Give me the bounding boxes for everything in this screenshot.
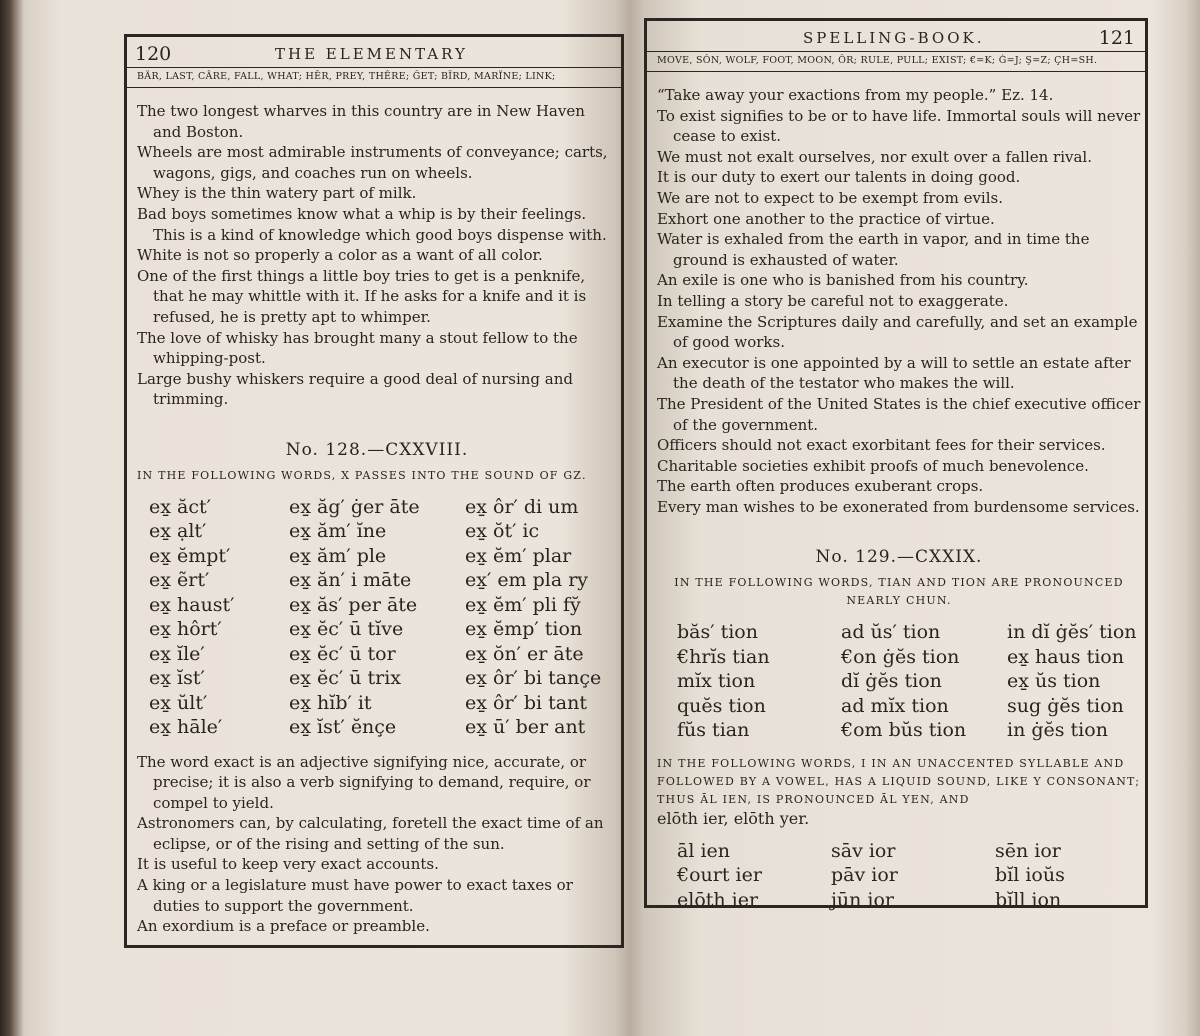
paragraphs-top [137, 101, 617, 410]
spelling-word: ex̱ ôr′ di um [465, 495, 579, 518]
spelling-word: ex̱ ĕm′ pli fy̆ [465, 593, 581, 616]
paragraph: We are not to expect to be exempt from evils. [657, 188, 1003, 207]
spelling-word: ex̱ ŭs tion [1007, 670, 1101, 693]
spelling-word: €ourt ier [677, 864, 762, 887]
spelling-word: ex̱ ôr′ bi tant [465, 691, 587, 714]
paragraph: Water is exhaled from the earth in vapor, and in time the ground is exhausted of water. [657, 230, 1090, 269]
section-note: IN THE FOLLOWING WORDS, X PASSES INTO THE SOUND OF GZ. [137, 468, 587, 482]
spelling-word: ex̱ ẽrt′ [149, 569, 210, 591]
paragraph: Whey is the thin watery part of milk. [137, 184, 417, 203]
paragraph: A king or a legislature must have power to exact taxes or duties to support the government. [137, 876, 573, 915]
spelling-word: ex̱ ĕc′ ū trix [289, 667, 402, 689]
spelling-word: ex̱ ŏn′ er āte [465, 642, 584, 665]
paragraph: We must not exalt ourselves, nor exult over a fallen rival. [657, 147, 1092, 166]
right-page-header [647, 21, 1145, 52]
spelling-word: băs′ tion [677, 621, 758, 644]
left-page-body [137, 101, 617, 937]
section-note-2: IN THE FOLLOWING WORDS, I IN AN UNACCENTED SYLLABLE AND FOLLOWED BY A VOWEL, HAS A LIQUID SOUND, LIKE Y CONSONANT; THUS ĀL IEN, IS PRONOUNCED ĀL YEN, AND [657, 756, 1141, 806]
paragraph: Exhort one another to the practice of virtue. [657, 209, 995, 228]
spelling-word: €hrĭs tian [677, 645, 770, 668]
spelling-word: bĭl ioŭs [995, 864, 1065, 887]
spelling-word: ex̱ ăg′ ġer āte [289, 495, 420, 518]
spelling-word: sug ġĕs tion [1007, 694, 1124, 717]
pronunciation-key: MOVE, SÔN, WOLF, FOOT, MOON, ÔR; RULE, PULL; EXIST; €=K; Ġ=J; Ş=Z; ÇH=SH. [647, 52, 1145, 72]
spelling-word: quĕs tion [677, 694, 766, 717]
spelling-word: ex̱ ū′ ber ant [465, 716, 586, 738]
section-note-2-tail: elōth ier, elōth yer. [657, 808, 810, 828]
spelling-word: ex̱ ôr′ bi tançe [465, 667, 602, 689]
spelling-word: bĭll ion [995, 888, 1062, 911]
spelling-word: ex̱ ăct′ [149, 495, 211, 518]
spelling-word: dĭ ġĕs tion [841, 670, 942, 693]
pronunciation-key: BÄR, LAST, CÂRE, FALL, WHAT; HĒR, PREY, THÊRE; ĜET; BĪRD, MARÏNE; LINK; [127, 68, 621, 88]
word-list [137, 495, 617, 740]
running-title: SPELLING-BOOK. [803, 29, 985, 47]
section-title: No. 129.—CXXIX. [815, 547, 983, 568]
paragraphs-bottom [137, 752, 617, 937]
paragraph: Officers should not exact exorbitant fees for their services. [657, 436, 1106, 455]
paragraph: An exile is one who is banished from his country. [657, 271, 1029, 290]
spelling-word: ex̱ ĕc′ ū tĭve [289, 618, 404, 640]
spelling-word: €om bŭs tion [841, 719, 967, 742]
spelling-word: ex̱ ŭlt′ [149, 691, 208, 714]
paragraph: Bad boys sometimes know what a whip is by their feelings. This is a kind of knowledge which good boys dispense with. [137, 204, 607, 244]
spelling-word: ad mĭx tion [841, 694, 949, 717]
paragraph: The two longest wharves in this country are in New Haven and Boston. [137, 102, 585, 141]
spelling-word: ex̱ ĕc′ ū tor [289, 642, 396, 665]
spelling-word: ex̱ ĕmp′ tion [465, 618, 583, 640]
spelling-word: ex̱ ĭst′ ĕnçe [289, 716, 397, 738]
paragraph: “Take away your exactions from my people.” Ez. 14. [657, 86, 1054, 104]
spelling-word: ex̱ ĭle′ [149, 642, 205, 665]
paragraph: Wheels are most admirable instruments of conveyance; carts, wagons, gigs, and coaches run on wheels. [137, 143, 608, 182]
spelling-word: in dĭ ġĕs′ tion [1007, 621, 1137, 644]
word-list [657, 620, 1141, 743]
paragraph: Astronomers can, by calculating, foretell the exact time of an eclipse, or of the rising and setting of the sun. [137, 814, 604, 853]
spelling-word: ex̱ ĭst′ [149, 667, 205, 689]
spelling-word: ex̱ ăm′ ĭne [289, 520, 387, 542]
paragraph: To exist signifies to be or to have life. Immortal souls will never cease to exist. [657, 106, 1141, 146]
spelling-word: mĭx tion [677, 670, 756, 693]
paragraph: Charitable societies exhibit proofs of much benevolence. [657, 456, 1089, 475]
spelling-word: fŭs tian [677, 719, 750, 742]
paragraph: It is our duty to exert our talents in doing good. [657, 168, 1021, 187]
paragraph: An exordium is a preface or preamble. [137, 917, 430, 936]
spelling-word: āl ien [677, 839, 731, 862]
paragraphs-top [657, 85, 1141, 517]
spelling-word: ex̱ ĕm′ plar [465, 544, 572, 567]
spelling-word: jūn ior [831, 888, 895, 911]
section-note: IN THE FOLLOWING WORDS, TIAN AND TION ARE PRONOUNCED NEARLY CHUN. [674, 576, 1124, 608]
paragraph: Large bushy whiskers require a good deal of nursing and trimming. [137, 369, 574, 409]
spelling-word: ex̱ ăs′ per āte [289, 593, 418, 616]
right-page-body [657, 85, 1141, 924]
paragraph: One of the first things a little boy tries to get is a penknife, that he may whittle with it. If he asks for a knife and it is refused, he is pretty apt to whimper. [137, 266, 587, 326]
word-list-2 [657, 839, 1141, 913]
spelling-word: ex̱ haust′ [149, 593, 235, 616]
spelling-word: ex̱ hôrt′ [149, 618, 222, 640]
spelling-word: in ġĕs tion [1007, 719, 1108, 742]
page-number: 121 [1098, 27, 1135, 49]
spelling-word: ex̱ haus tion [1007, 645, 1124, 668]
left-page-header [127, 37, 621, 68]
paragraph: The earth often produces exuberant crops. [657, 477, 984, 496]
spelling-word: ex̱ ạlt′ [149, 520, 207, 542]
running-title: THE ELEMENTARY [275, 45, 468, 63]
section-title: No. 128.—CXXVIII. [285, 439, 469, 460]
spelling-word: ex̱ hĭb′ it [289, 691, 372, 714]
paragraph: The love of whisky has brought many a stout fellow to the whipping-post. [137, 328, 578, 368]
spelling-word: ex̱ ăm′ ple [289, 544, 387, 567]
page-number: 120 [135, 43, 172, 65]
spelling-word: €on ġĕs tion [841, 645, 960, 668]
spelling-word: sāv ior [831, 839, 896, 862]
paragraph: Examine the Scriptures daily and carefully, and set an example of good works. [657, 312, 1138, 352]
paragraph: The word exact is an adjective signifying nice, accurate, or precise; it is also a verb signifying to demand, require, or compel to yield. [137, 752, 591, 812]
spelling-word: ex̱ hāle′ [149, 716, 223, 738]
right-page [644, 18, 1148, 911]
paragraph: White is not so properly a color as a want of all color. [137, 246, 543, 265]
paragraph: The President of the United States is the chief executive officer of the government. [657, 394, 1141, 434]
spelling-word: pāv ior [831, 864, 898, 887]
spelling-word: ex̱′ em pla ry [465, 569, 589, 591]
spelling-word: ex̱ ŏt′ ic [465, 520, 540, 542]
spelling-word: elōth ier [677, 888, 759, 911]
spelling-word: ad ŭs′ tion [841, 621, 941, 644]
spelling-word: ex̱ ăn′ i māte [289, 569, 412, 591]
paragraph: An executor is one appointed by a will to settle an estate after the death of the testator who makes the will. [657, 353, 1131, 393]
paragraph: Every man wishes to be exonerated from burdensome services. [657, 497, 1140, 516]
spelling-word: ex̱ ĕmpt′ [149, 544, 231, 567]
paragraph: It is useful to keep very exact accounts. [137, 855, 439, 874]
left-page [124, 34, 624, 948]
paragraph: In telling a story be careful not to exaggerate. [657, 291, 1009, 310]
spelling-word: sēn ior [995, 839, 1061, 862]
